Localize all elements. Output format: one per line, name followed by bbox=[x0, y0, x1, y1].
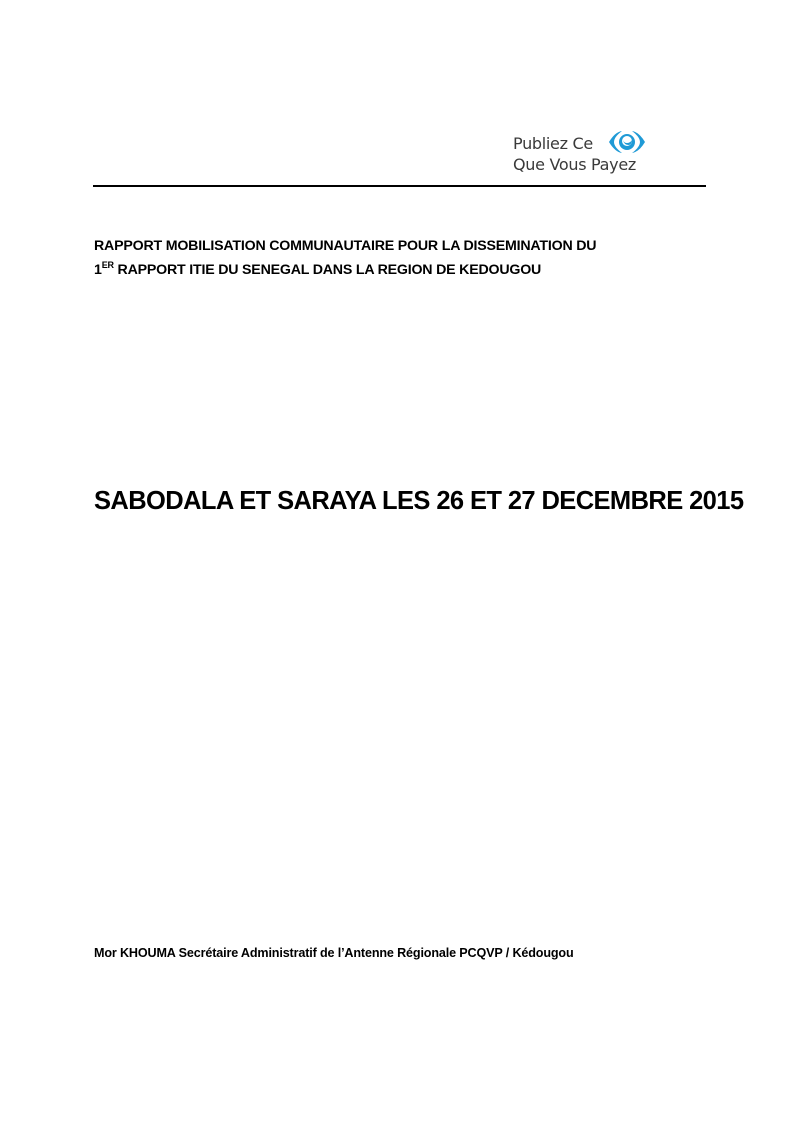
logo-text-line2: Que Vous Payez bbox=[513, 155, 636, 174]
report-subtitle: SABODALA ET SARAYA LES 26 ET 27 DECEMBRE 2015 bbox=[94, 487, 744, 515]
report-title-line2 bbox=[94, 262, 541, 278]
title-line2-text: RAPPORT ITIE DU SENEGAL DANS LA REGION DE KEDOUGOU bbox=[113, 262, 542, 278]
header-divider bbox=[93, 185, 706, 187]
title-ordinal-suffix: ER bbox=[101, 260, 114, 270]
author-line: Mor KHOUMA Secrétaire Administratif de l’Antenne Régionale PCQVP / Kédougou bbox=[94, 946, 574, 960]
report-title-line1: RAPPORT MOBILISATION COMMUNAUTAIRE POUR LA DISSEMINATION DU bbox=[94, 238, 597, 254]
eye-icon bbox=[605, 128, 649, 156]
logo-text-line1: Publiez Ce bbox=[513, 134, 593, 153]
title-ordinal-number: 1 bbox=[94, 262, 102, 278]
